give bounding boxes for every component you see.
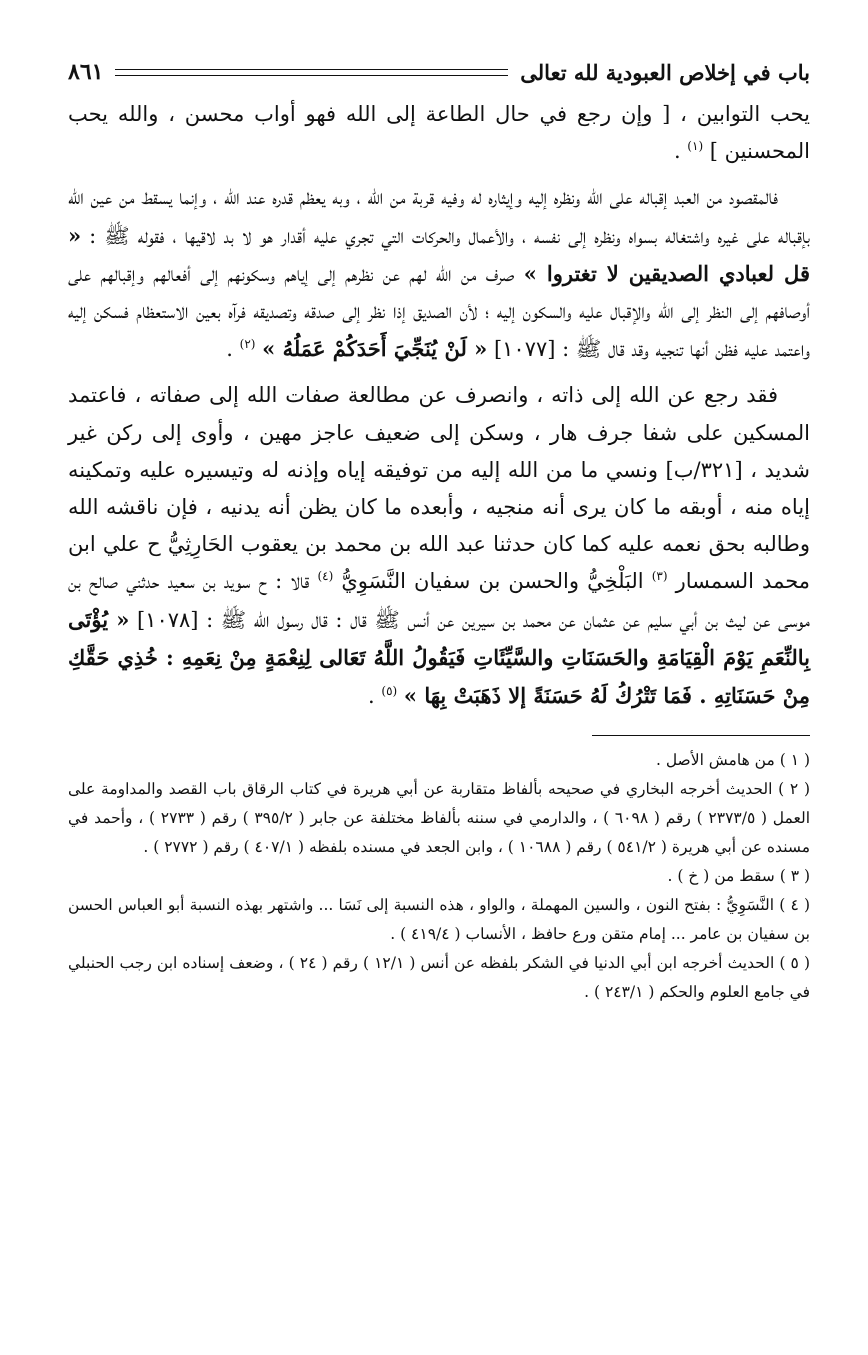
text-run: . — [673, 139, 688, 164]
running-title: باب في إخلاص العبودية لله تعالى — [520, 59, 810, 85]
footnotes — [68, 746, 810, 1007]
footnote: ( ١ ) من هامش الأصل . — [655, 751, 810, 770]
footnote-reference: (٤) — [317, 569, 334, 584]
footnote: ( ٥ ) الحديث أخرجه ابن أبي الدنيا في الشكر بلفظه عن أنس ( ١٢/١ ) رقم ( ٢٤ ) ، وضعف إسناده ابن رجب الحنبلي في جامع العلوم والحكم ( ٢٤٣/١ ) . — [68, 954, 811, 1002]
page-number: ٨٦١ — [68, 59, 104, 85]
text-run: يحب التوابين ، [ وإن رجع في حال الطاعة إلى الله فهو أواب محسن ، والله يحب المحسنين ] — [68, 102, 810, 164]
footnote-reference: (١) — [687, 139, 704, 154]
footnote-separator — [592, 735, 810, 736]
footnote: ( ٤ ) النَّسَوِيُّ : بفتح النون ، والسين المهملة ، والواو ، هذه النسبة إلى نَسَا ... واشتهر بهذه النسبة أبو العباس الحسن بن سفيان بن عامر ... إمام متقن ورع حافظ ، الأنساب ( ٤١٩/٤ ) . — [68, 896, 810, 944]
text-run: البَلْخِيُّ والحسن بن سفيان النَّسَوِيُّ — [333, 569, 652, 594]
main-text — [68, 96, 810, 715]
footnote: ( ٢ ) الحديث أخرجه البخاري في صحيحه بألفاظ متقاربة عن أبي هريرة في كتاب الرقاق باب القصد والمداومة على العمل ( ٢٣٧٣/٥ ) رقم ( ٦٠٩٨ ) ، والدارمي في سننه بألفاظ مختلفة عن جابر ( ٣٩٥/٢ ) رقم ( ٢٧٣٣ ) ، وأحمد في مسنده عن أبي هريرة ( ٥٤١/٢ ) رقم ( ١٠٦٨٨ ) ، وابن الجعد في مسنده بلفظه ( ٤٠٧/١ ) رقم ( ٢٧٧٢ ) . — [68, 780, 811, 857]
page-header — [68, 52, 810, 92]
text-run: قالا : ح سويد بن سعيد حدثني صالح بن موسى عن ليث بن أبي سليم عن عثمان عن محمد بن سيرين عن أنس ﷺ قال : قال رسول الله ﷺ : [١٠٧٨] — [68, 569, 810, 632]
text-run: . — [226, 337, 240, 362]
hadith-quote: « يُؤْتَى بِالنِّعَمِ يَوْمَ الْقِيَامَةِ والحَسَنَاتِ والسَّيِّئَاتِ فَيَقُولُ اللَّهُ تَعَالى لِنِعْمَةٍ مِنْ نِعَمِهِ : خُذِي حَقَّكِ مِنْ حَسَنَاتِهِ . فَمَا تَتْرُكُ لَهُ حَسَنَةً إلا ذَهَبَتْ بِهَا » — [68, 606, 810, 709]
text-run: فقد رجع عن الله إلى ذاته ، وانصرف عن مطالعة صفات الله إلى صفاته ، فاعتمد المسكين على شفا جرف هار ، وسكن إلى ضعيف عاجز مهين ، وأوى إلى ركن غير شديد ، [٣٢١/ب] ونسي ما من الله إليه من توفيقه إياه وإذنه له وتيسيره عليه وتمكينه إياه منه ، أوبقه ما كان يرى أنه منجيه ، وأبعده ما كان يظن أنه يدنيه ، فإن ناقشه الله وطالبه بحق نعمه عليه كما كان حدثنا عبد الله بن محمد بن يعقوب الحَارِثِيُّ ح علي ابن محمد السمسار — [68, 383, 811, 594]
paragraph — [68, 377, 810, 715]
footnote-reference: (٢) — [239, 337, 256, 352]
paragraph — [68, 179, 810, 368]
footnote: ( ٣ ) سقط من ( خ ) . — [667, 867, 810, 886]
hadith-quote: « قل لعبادي الصديقين لا تغتروا » — [68, 222, 810, 286]
header-rule — [115, 69, 508, 76]
text-run — [397, 684, 404, 708]
paragraph — [68, 96, 810, 170]
hadith-quote: « لَنْ يُنَجِّيَ أَحَدَكُمْ عَمَلُهُ » — [262, 336, 488, 362]
text-run: صرف من الله لهم عن نظرهم إلى إياهم وسكونهم إلى أفعالهم وإقبالهم على أوصافهم إلى النظر إلى الله والإقبال عليه والسكون إليه ؛ لأن الصديق إذا نظر إلى صدقه وتصديقه فرآه بعين الاستعظام فسكن إليه واعتمد عليه فظن أنها تنجيه وقد قال ﷺ : [١٠٧٧] — [68, 261, 810, 362]
text-run: . — [368, 684, 382, 709]
footnote-reference: (٣) — [651, 569, 668, 584]
footnote-reference: (٥) — [381, 684, 398, 699]
text-run: فالمقصود من العبد إقباله على الله ونظره إليه وإيثاره له وفيه قربة من الله ، وبه يعظم قدره عند الله ، وإنما يسقط من عين الله بإقباله على غيره واشتغاله بسواه ونظره إلى نفسه ، والأعمال والحركات التي تجري عليه أقدار هو لا بد لاقيها ، فقوله ﷺ : — [68, 185, 810, 248]
